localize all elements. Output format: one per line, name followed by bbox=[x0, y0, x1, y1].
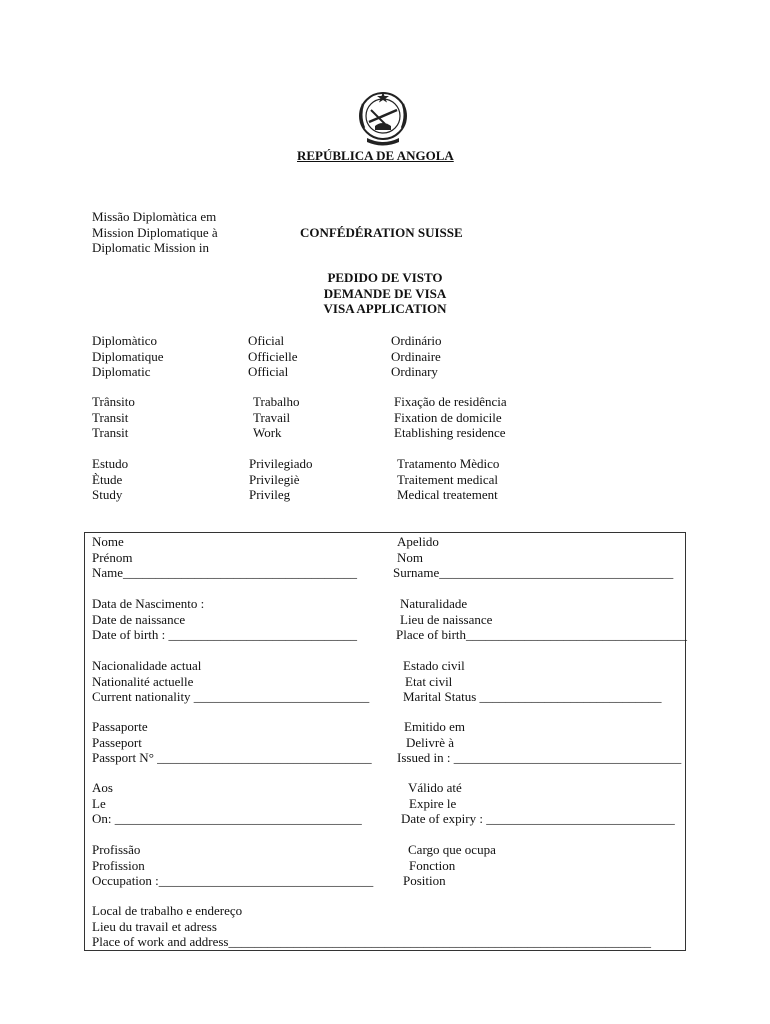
issued-in-field[interactable] bbox=[397, 719, 681, 766]
visa-type-transit[interactable] bbox=[92, 394, 135, 441]
field-label: Passaporte bbox=[92, 719, 148, 734]
visa-type-work[interactable] bbox=[253, 394, 299, 441]
field-label: Passeport bbox=[92, 734, 142, 750]
title-pt: PEDIDO DE VISTO bbox=[327, 270, 443, 285]
field-label: Válido até bbox=[408, 780, 462, 795]
name-field[interactable] bbox=[92, 534, 357, 581]
field-label: Emitido em bbox=[404, 719, 466, 734]
field-line: Place of work and address_________________________________________________________________ bbox=[92, 934, 651, 949]
field-label: Data de Nascimento : bbox=[92, 596, 205, 611]
visa-type-residence[interactable] bbox=[394, 394, 507, 441]
field-label: Lieu de naissance bbox=[400, 611, 493, 627]
title-en: VISA APPLICATION bbox=[323, 301, 447, 316]
occupation-field[interactable] bbox=[92, 842, 373, 889]
expiry-date-field[interactable] bbox=[401, 780, 675, 827]
field-label: Lieu du travail et adress bbox=[92, 918, 217, 934]
field-line: Surname____________________________________ bbox=[393, 565, 674, 580]
visa-type-label: Oficial bbox=[248, 333, 285, 348]
surname-field[interactable] bbox=[393, 534, 673, 581]
field-label: Date de naissance bbox=[92, 611, 186, 627]
field-label: Expire le bbox=[409, 795, 457, 811]
mission-label-en: Diplomatic Mission in bbox=[92, 240, 209, 255]
field-line: Occupation :_________________________________ bbox=[92, 873, 374, 888]
country-title: REPÚBLICA DE ANGOLA bbox=[297, 148, 454, 163]
visa-type-medical[interactable] bbox=[397, 456, 499, 503]
field-line: Current nationality ___________________________ bbox=[92, 689, 370, 704]
field-label: Fonction bbox=[409, 857, 456, 873]
position-field[interactable] bbox=[403, 842, 496, 889]
visa-type-ordinary[interactable] bbox=[391, 333, 442, 380]
application-title bbox=[300, 270, 470, 317]
field-label: Naturalidade bbox=[400, 596, 468, 611]
visa-type-label: Transit bbox=[92, 409, 129, 425]
visa-type-label: Fixação de residência bbox=[394, 394, 507, 409]
workplace-address-field[interactable] bbox=[92, 903, 651, 950]
visa-type-diplomatic[interactable] bbox=[92, 333, 164, 380]
field-label: Le bbox=[92, 795, 106, 811]
field-line: Issued in : ___________________________________ bbox=[397, 750, 682, 765]
nationality-field[interactable] bbox=[92, 658, 369, 705]
visa-type-privileged[interactable] bbox=[249, 456, 313, 503]
field-label: Nom bbox=[397, 549, 423, 565]
field-label: Profissão bbox=[92, 842, 141, 857]
visa-type-label: Study bbox=[92, 487, 123, 502]
visa-type-label: Ordinary bbox=[391, 364, 438, 379]
title-fr: DEMANDE DE VISA bbox=[323, 285, 447, 301]
visa-type-label: Diplomatique bbox=[92, 348, 164, 364]
angola-emblem-icon bbox=[355, 86, 411, 148]
field-label: Nacionalidade actual bbox=[92, 658, 202, 673]
visa-type-label: Trabalho bbox=[253, 394, 300, 409]
field-line: Date of expiry : _____________________________ bbox=[401, 811, 675, 826]
visa-type-study[interactable] bbox=[92, 456, 128, 503]
field-line: On: ______________________________________ bbox=[92, 811, 362, 826]
field-label: Nationalité actuelle bbox=[92, 673, 194, 689]
visa-type-label: Transit bbox=[92, 425, 129, 440]
field-label: Cargo que ocupa bbox=[408, 842, 496, 857]
field-label: Etat civil bbox=[405, 673, 453, 689]
field-label: Aos bbox=[92, 780, 113, 795]
field-label: Apelido bbox=[397, 534, 439, 549]
field-label: Prénom bbox=[92, 549, 133, 565]
mission-labels bbox=[92, 209, 218, 256]
visa-type-official[interactable] bbox=[248, 333, 298, 380]
visa-type-label: Tratamento Mèdico bbox=[397, 456, 500, 471]
field-line: Date of birth : _____________________________ bbox=[92, 627, 358, 642]
field-label: Local de trabalho e endereço bbox=[92, 903, 243, 918]
visa-type-label: Ordinaire bbox=[391, 348, 441, 364]
date-of-birth-field[interactable] bbox=[92, 596, 357, 643]
field-line: Passport N° _________________________________ bbox=[92, 750, 372, 765]
marital-status-field[interactable] bbox=[403, 658, 662, 705]
visa-type-label: Work bbox=[253, 425, 282, 440]
field-label: Profission bbox=[92, 857, 145, 873]
visa-type-label: Medical treatement bbox=[397, 487, 498, 502]
place-of-birth-field[interactable] bbox=[396, 596, 687, 643]
visa-type-label: Estudo bbox=[92, 456, 129, 471]
field-line: Name____________________________________ bbox=[92, 565, 358, 580]
mission-name: CONFÉDÉRATION SUISSE bbox=[300, 225, 463, 240]
visa-type-label: Privileg bbox=[249, 487, 291, 502]
visa-type-label: Official bbox=[248, 364, 289, 379]
visa-type-label: Trânsito bbox=[92, 394, 135, 409]
visa-type-label: Travail bbox=[253, 409, 291, 425]
field-line: Marital Status ____________________________ bbox=[403, 689, 662, 704]
visa-type-label: Diplomatic bbox=[92, 364, 151, 379]
visa-type-label: Ordinário bbox=[391, 333, 442, 348]
mission-label-pt: Missão Diplomàtica em bbox=[92, 209, 217, 224]
visa-type-label: Traitement medical bbox=[397, 471, 498, 487]
visa-type-label: Privilegiè bbox=[249, 471, 300, 487]
field-label: Nome bbox=[92, 534, 124, 549]
mission-label-fr: Mission Diplomatique à bbox=[92, 224, 218, 240]
visa-type-label: Ètude bbox=[92, 471, 123, 487]
visa-type-label: Privilegiado bbox=[249, 456, 313, 471]
field-label: Delivrè à bbox=[406, 734, 455, 750]
field-line: Position bbox=[403, 873, 446, 888]
field-line: Place of birth__________________________________ bbox=[396, 627, 688, 642]
passport-number-field[interactable] bbox=[92, 719, 372, 766]
field-label: Estado civil bbox=[403, 658, 465, 673]
issue-date-field[interactable] bbox=[92, 780, 362, 827]
visa-type-label: Fixation de domicile bbox=[394, 409, 502, 425]
visa-type-label: Etablishing residence bbox=[394, 425, 506, 440]
visa-type-label: Diplomàtico bbox=[92, 333, 157, 348]
visa-type-label: Officielle bbox=[248, 348, 298, 364]
